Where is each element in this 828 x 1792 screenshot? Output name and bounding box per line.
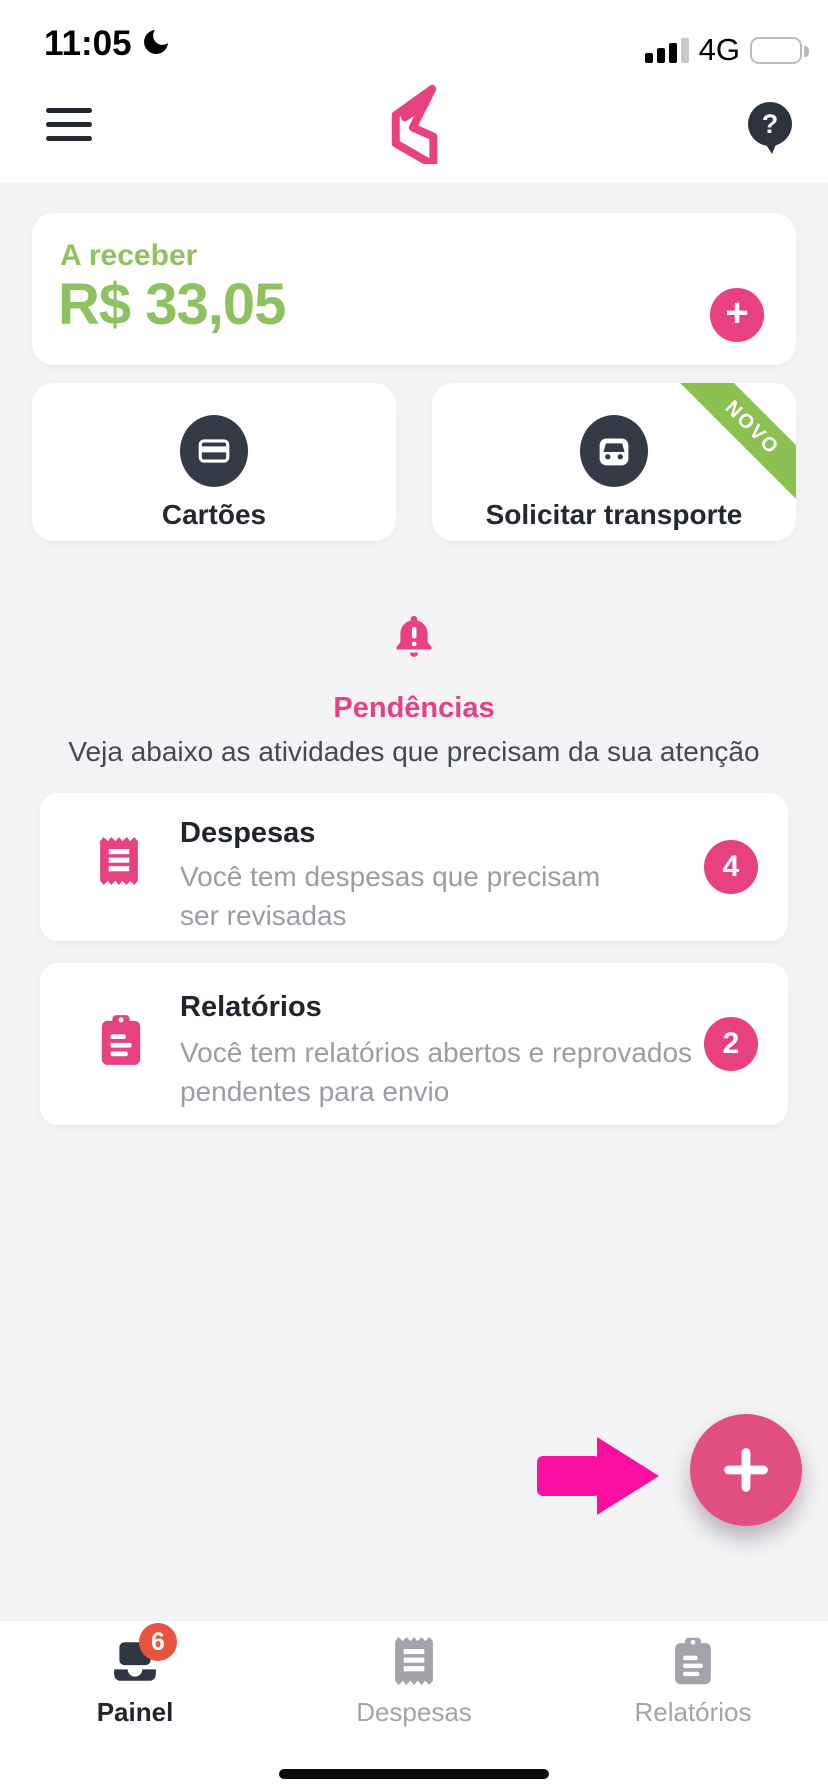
despesas-item-title: Despesas [180,817,316,849]
despesas-item-description: Você tem despesas que precisam ser revisadas [180,861,601,931]
receipt-icon [98,837,140,890]
nav-despesas-label: Despesas [356,1697,472,1727]
pendencia-relatorios-card[interactable] [40,963,788,1125]
pendencias-subtitle: Veja abaixo as atividades que precisam da sua atenção [68,736,760,767]
cartoes-card[interactable] [32,383,396,541]
receipt-icon [393,1637,435,1685]
battery-icon [750,37,802,64]
alert-bell-icon [391,612,437,664]
status-bar-right [645,32,802,68]
annotation-arrow-icon [537,1437,659,1515]
add-expense-button[interactable]: + [710,288,764,342]
solicitar-transporte-label: Solicitar transporte [485,499,743,530]
solicitar-transporte-card[interactable] [432,383,796,541]
relatorios-item-title: Relatórios [180,991,322,1023]
nav-tab-painel[interactable] [55,1627,215,1728]
bottom-navigation [0,1620,828,1792]
question-mark-icon: ? [748,102,792,146]
clipboard-icon [671,1636,715,1686]
balance-amount: R$ 33,05 [58,272,286,337]
status-bar-left [44,24,172,64]
menu-hamburger-icon[interactable] [46,108,92,141]
clipboard-icon [98,1013,144,1072]
do-not-disturb-moon-icon [140,26,172,63]
home-indicator[interactable] [279,1769,549,1779]
cartoes-label: Cartões [161,499,267,530]
status-time: 11:05 [44,24,132,63]
nav-tab-despesas[interactable] [334,1635,494,1728]
credit-card-icon [180,415,248,487]
pendencias-title: Pendências [333,692,495,724]
despesas-count-badge: 4 [704,840,758,894]
nav-painel-label: Painel [96,1697,174,1727]
fab-add-button[interactable] [690,1414,802,1526]
plus-icon [722,1446,770,1494]
brand-logo-icon [382,82,446,164]
help-bubble-tail [763,140,778,154]
help-button[interactable] [748,102,792,158]
relatorios-item-description: Você tem relatórios abertos e reprovados pendentes para envio [180,1037,693,1107]
network-type-label: 4G [698,32,740,67]
relatorios-count-badge: 2 [704,1017,758,1071]
balance-label: A receber [60,239,198,272]
novo-ribbon-label: NOVO [674,383,796,505]
nav-relatorios-label: Relatórios [634,1697,752,1727]
painel-notification-badge: 6 [139,1623,177,1661]
novo-ribbon [674,383,796,505]
balance-card [32,213,796,365]
pendencia-despesas-card[interactable] [40,793,788,941]
battery-nub [804,46,809,57]
car-icon [580,415,648,487]
nav-tab-relatorios[interactable] [613,1635,773,1728]
signal-strength-icon [645,37,689,63]
